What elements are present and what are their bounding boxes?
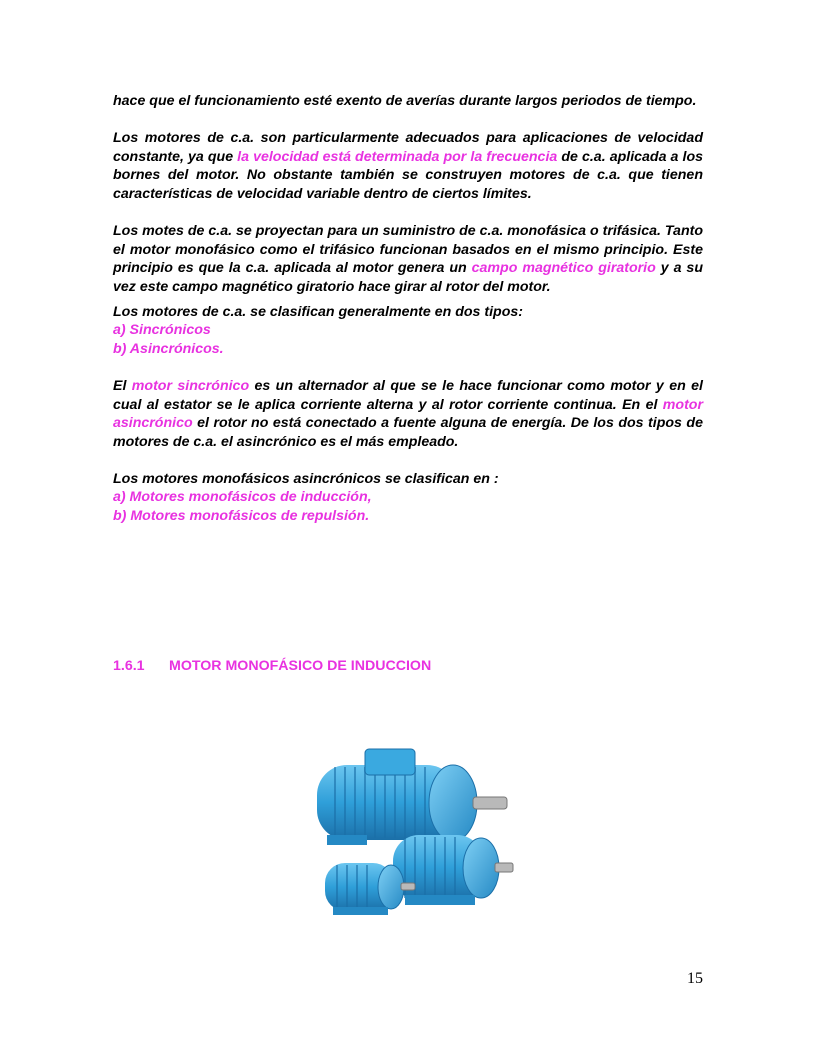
- induction-motors-illustration: [305, 735, 520, 925]
- highlight-rotating-field: campo magnético giratorio: [471, 260, 656, 277]
- list-item-text: a) Sincrónicos: [113, 322, 211, 339]
- paragraph-supply-principle: [113, 222, 703, 296]
- paragraph-reliability: [113, 92, 703, 111]
- highlight-asynchronous-motor: motor asincrónico: [113, 396, 703, 432]
- section-heading: [113, 658, 431, 674]
- highlight-synchronous-motor: motor sincrónico: [131, 377, 250, 394]
- paragraph-text: Los motes de c.a. se proyectan para un suministro de c.a. monofásica o trifásica. Tanto el motor monofásico como el trifásico funcionan basados en el mismo principio. Este principio es que la c.a. aplicada al motor genera un: [113, 223, 703, 277]
- list-item-asynchronous: [113, 340, 703, 359]
- list-item-text: b) Motores monofásicos de repulsión.: [113, 508, 370, 525]
- paragraph-text: hace que el funcionamiento esté exento de averías durante largos periodos de tiempo.: [113, 93, 697, 109]
- paragraph-text: es un alternador al que se le hace funcionar como motor y en el cual al estator se le aplica corriente alterna y al rotor corriente continua. En el: [113, 377, 703, 413]
- section-title: MOTOR MONOFÁSICO DE INDUCCION: [169, 658, 432, 674]
- paragraph-text: El: [113, 377, 132, 394]
- paragraph-classification: [113, 303, 703, 322]
- medium-motor: [393, 835, 513, 905]
- motor-image: [305, 735, 520, 925]
- paragraph-text: Los motores de c.a. se clasifican generalmente en dos tipos:: [113, 303, 523, 320]
- list-item-synchronous: [113, 321, 703, 340]
- document-body: [113, 92, 703, 526]
- paragraph-constant-speed: [113, 129, 703, 203]
- section-number: 1.6.1: [113, 658, 145, 674]
- list-item-text: b) Asincrónicos.: [113, 340, 224, 357]
- page-number: 15: [687, 970, 703, 987]
- paragraph-single-phase-classification: [113, 470, 703, 489]
- paragraph-text: Los motores de c.a. son particularmente adecuados para aplicaciones de velocidad constante, ya que: [113, 130, 703, 165]
- paragraph-text: de c.a. aplicada a los bornes del motor. No obstante también se construyen motores de c.a. que tienen características de velocidad variable dentro de ciertos límites.: [113, 148, 704, 202]
- list-item-text: a) Motores monofásicos de inducción,: [113, 489, 372, 506]
- paragraph-motor-types: [113, 377, 703, 451]
- paragraph-text: Los motores monofásicos asincrónicos se clasifican en :: [113, 470, 499, 487]
- paragraph-text: y a su vez este campo magnético giratorio hace girar al rotor del motor.: [113, 260, 703, 295]
- large-motor: [317, 749, 507, 845]
- list-item-induction: [113, 488, 703, 507]
- list-item-repulsion: [113, 507, 703, 526]
- highlight-speed-frequency: la velocidad está determinada por la frecuencia: [237, 148, 558, 165]
- paragraph-text: el rotor no está conectado a fuente alguna de energía. De los dos tipos de motores de c.a. el asincrónico es el más empleado.: [113, 415, 703, 450]
